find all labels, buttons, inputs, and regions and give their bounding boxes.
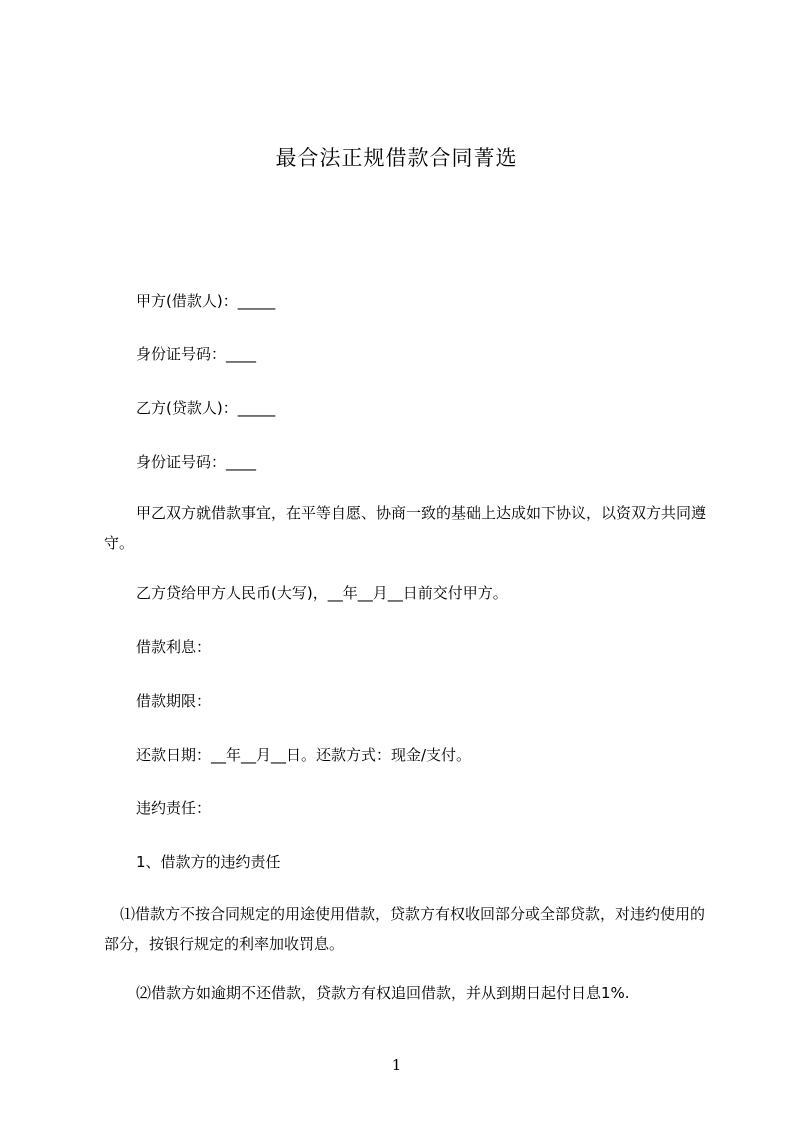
repayment-line: 还款日期：__年__月__日。还款方式：现金/支付。: [136, 746, 472, 764]
liability-heading: 违约责任：: [136, 799, 212, 817]
clause-1-paragraph: ⑴借款方不按合同规定的用途使用借款，贷款方有权收回部分或全部贷款，对违约使用的部分，按银行规定的利率加收罚息。: [104, 905, 706, 953]
interest-line: 借款利息：: [136, 638, 212, 656]
document-title: 最合法正规借款合同菁选: [275, 146, 518, 170]
borrower-liability-heading: 1、借款方的违约责任: [136, 853, 281, 871]
clause-2-line: ⑵借款方如逾期不还借款，贷款方有权追回借款，并从到期日起付日息1%.: [136, 984, 630, 1002]
party-b-line: 乙方(贷款人)：_____: [136, 399, 276, 417]
term-line: 借款期限：: [136, 692, 212, 710]
party-a-line: 甲方(借款人)：_____: [136, 292, 276, 310]
page-number: 1: [391, 1056, 402, 1074]
id-number-b-line: 身份证号码：____: [136, 453, 257, 471]
loan-amount-line: 乙方贷给甲方人民币(大写)，__年__月__日前交付甲方。: [136, 584, 508, 602]
id-number-a-line: 身份证号码：____: [136, 345, 257, 363]
agreement-paragraph: 甲乙双方就借款事宜，在平等自愿、协商一致的基础上达成如下协议，以资双方共同遵守。: [104, 504, 707, 552]
